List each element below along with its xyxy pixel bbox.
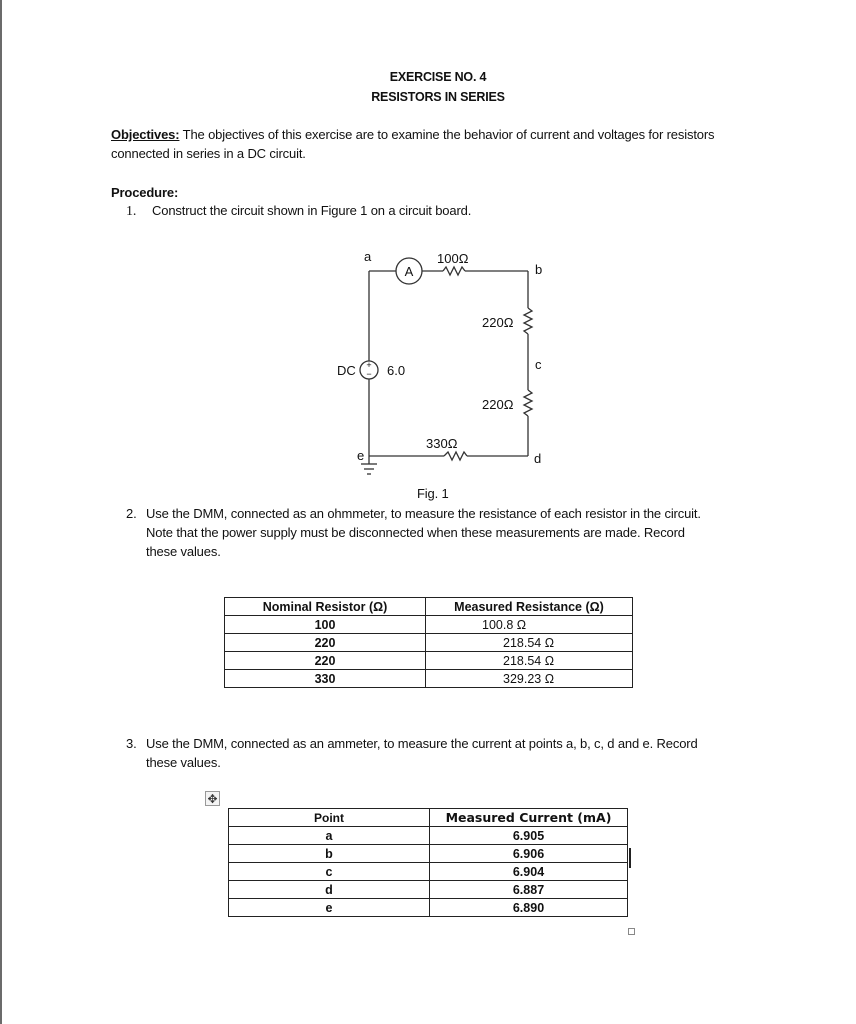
circuit-diagram	[300, 240, 600, 490]
text-cursor	[629, 848, 631, 868]
table-row	[229, 863, 628, 881]
measured-cell[interactable]: 100.8 Ω	[426, 616, 633, 634]
source-voltage-label: 6.0	[387, 363, 406, 378]
current-cell[interactable]: 6.890	[430, 899, 628, 917]
step-3-number: 3.	[126, 736, 137, 751]
table-header-row	[229, 809, 628, 827]
objectives-label: Objectives:	[111, 127, 180, 142]
table-row	[229, 881, 628, 899]
measured-cell[interactable]: 329.23 Ω	[426, 670, 633, 688]
node-c-label: c	[535, 357, 542, 372]
node-e-label: e	[357, 448, 365, 463]
resistor-220b-label: 220Ω	[482, 397, 514, 412]
resistance-table	[224, 597, 633, 688]
step-3	[126, 734, 698, 770]
table-row	[229, 827, 628, 845]
current-cell[interactable]: 6.904	[430, 863, 628, 881]
title-subject: RESISTORS IN SERIES	[371, 90, 505, 104]
resistor-100-label: 100Ω	[437, 251, 469, 266]
objectives-paragraph	[111, 125, 771, 163]
table-move-handle-icon[interactable]: ✥	[205, 791, 220, 806]
nominal-cell: 330	[225, 670, 426, 688]
table-row	[225, 652, 633, 670]
nominal-cell: 100	[225, 616, 426, 634]
figure-caption: Fig. 1	[417, 486, 449, 501]
resistor-220a-label: 220Ω	[482, 315, 514, 330]
header-measured: Measured Resistance (Ω)	[426, 598, 633, 616]
step-2-line-2: Note that the power supply must be disconnected when these measurements are made. Record	[146, 525, 685, 540]
nominal-cell: 220	[225, 634, 426, 652]
measured-cell[interactable]: 218.54 Ω	[426, 634, 633, 652]
source-plus: +	[366, 360, 372, 370]
header-nominal: Nominal Resistor (Ω)	[225, 598, 426, 616]
table-row	[225, 634, 633, 652]
node-d-label: d	[534, 451, 542, 466]
source-dc-label: DC	[337, 363, 356, 378]
point-cell: c	[229, 863, 430, 881]
current-table	[228, 808, 628, 917]
step-1-number: 1.	[126, 204, 137, 219]
measured-cell[interactable]: 218.54 Ω	[426, 652, 633, 670]
table-row	[229, 899, 628, 917]
source-minus: −	[366, 369, 372, 379]
step-3-line-2: these values.	[146, 755, 221, 770]
step-2	[126, 504, 701, 559]
current-cell[interactable]: 6.905	[430, 827, 628, 845]
table-row	[229, 845, 628, 863]
table-header-row	[225, 598, 633, 616]
table-resize-handle-icon[interactable]	[628, 928, 635, 935]
step-2-line-1: Use the DMM, connected as an ohmmeter, to measure the resistance of each resistor in the circuit.	[146, 506, 701, 521]
point-cell: b	[229, 845, 430, 863]
objectives-text-line1: The objectives of this exercise are to examine the behavior of current and voltages for resistors	[179, 127, 715, 142]
page-left-edge	[0, 0, 2, 1024]
step-1	[126, 201, 472, 221]
table-row	[225, 670, 633, 688]
step-2-number: 2.	[126, 506, 137, 521]
header-point: Point	[229, 809, 430, 827]
current-cell[interactable]: 6.887	[430, 881, 628, 899]
point-cell: e	[229, 899, 430, 917]
header-current: Measured Current (mA)	[430, 809, 628, 827]
node-b-label: b	[535, 262, 543, 277]
step-3-line-1: Use the DMM, connected as an ammeter, to measure the current at points a, b, c, d and e. Record	[146, 736, 698, 751]
point-cell: d	[229, 881, 430, 899]
nominal-cell: 220	[225, 652, 426, 670]
procedure-label: Procedure:	[111, 185, 179, 200]
resistor-330-label: 330Ω	[426, 436, 458, 451]
objectives-text-line2: connected in series in a DC circuit.	[111, 146, 306, 161]
step-1-text: Construct the circuit shown in Figure 1 on a circuit board.	[152, 203, 472, 218]
step-2-line-3: these values.	[146, 544, 221, 559]
point-cell: a	[229, 827, 430, 845]
ammeter-label: A	[404, 264, 414, 279]
title-exercise-number: EXERCISE NO. 4	[389, 70, 487, 84]
node-a-label: a	[364, 249, 372, 264]
table-row	[225, 616, 633, 634]
current-cell[interactable]: 6.906	[430, 845, 628, 863]
